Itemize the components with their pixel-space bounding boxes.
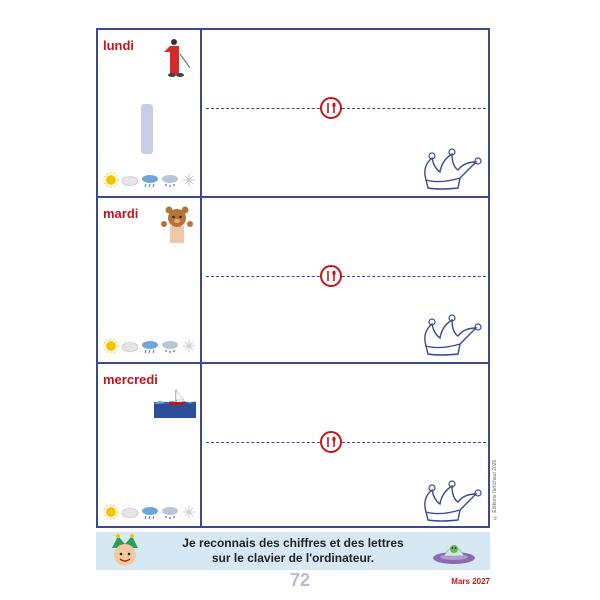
cloud-icon [122,343,138,352]
day-row-mardi [98,196,488,362]
day-row-lundi [98,30,488,196]
tracing-stroke [141,104,153,154]
day-label: mercredi [103,372,158,387]
snow-cloud-icon [162,507,178,519]
day-label: lundi [103,38,135,53]
objective-text [166,536,420,566]
boat-on-waves-icon [154,388,196,418]
snowflake-icon [183,340,195,352]
flying-saucer-icon [432,536,476,566]
day-writing-area [202,198,488,362]
snow-cloud-icon [162,175,178,187]
rain-icon [142,341,158,353]
snow-cloud-icon [162,341,178,353]
month-label: Mars 2027 [451,577,490,586]
number-one-character-icon [158,38,194,78]
weather-icons [103,504,198,520]
sun-icon [104,173,118,187]
jester-hat-icon [420,148,482,190]
day-label: mardi [103,206,139,221]
day-cell [98,198,202,362]
day-writing-area [202,364,488,528]
weather-icons [103,338,198,354]
copyright-notice: © Éditions l'artichaut 2026 [492,459,498,520]
weather-icons [103,172,198,188]
snowflake-icon [183,506,195,518]
lunch-plate-icon [320,97,342,119]
sun-icon [104,339,118,353]
day-cell [98,30,202,196]
day-writing-area [202,30,488,196]
midday-divider [206,442,486,443]
objective-line-1: Je reconnais des chiffres et des lettres [182,536,404,550]
rain-icon [142,175,158,187]
midday-divider [206,276,486,277]
page-number: 72 [289,570,311,590]
cloud-icon [122,509,138,518]
objective-line-2: sur le clavier de l'ordinateur. [211,551,375,565]
jester-child-icon [108,534,142,568]
teddy-bear-puppet-icon [161,204,193,244]
sun-icon [104,505,118,519]
midday-divider [206,108,486,109]
rain-icon [142,507,158,519]
day-cell [98,364,202,528]
lunch-plate-icon [320,265,342,287]
jester-hat-icon [420,480,482,522]
snowflake-icon [183,174,195,186]
objective-banner [96,532,490,570]
lunch-plate-icon [320,431,342,453]
day-row-mercredi [98,362,488,528]
cloud-icon [122,177,138,186]
jester-hat-icon [420,314,482,356]
week-grid [96,28,490,528]
